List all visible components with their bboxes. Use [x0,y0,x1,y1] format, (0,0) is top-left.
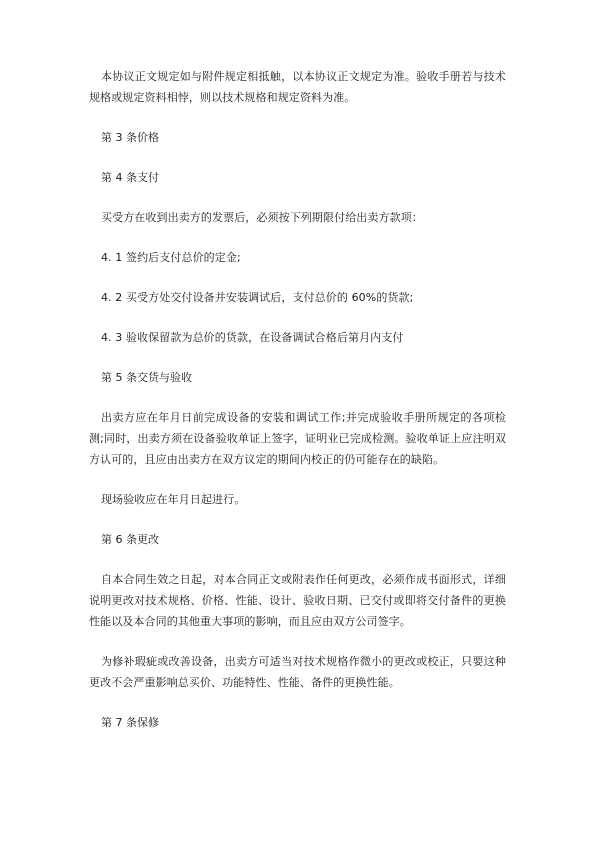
payment-item-4-1: 4. 1 签约后支付总价的定金; [101,251,241,264]
article-7-heading: 第 7 条保修 [101,716,159,729]
article-5-heading: 第 5 条交货与验收 [101,371,192,384]
article-6-heading: 第 6 条更改 [101,533,159,546]
precedence-clause: 本协议正文规定如与附件规定相抵触，以本协议正文规定为准。验收手册若与技术规格或规定资料相悖，则以技术规格和规定资料为准。 [89,70,506,104]
minor-change-clause: 为修补瑕疵或改善设备，出卖方可适当对技术规格作微小的更改或校正，只要这种更改不会严重影响总买价、功能特性、性能、备件的更换性能。 [89,655,506,689]
article-4-heading: 第 4 条支付 [101,171,159,184]
payment-item-4-3: 4. 3 验收保留款为总价的货款，在设备调试合格后第月内支付 [101,331,404,344]
article-3-heading: 第 3 条价格 [101,131,159,144]
payment-item-4-2: 4. 2 买受方处交付设备并安装调试后，支付总价的 60%的货款; [101,291,414,304]
amendment-clause: 自本合同生效之日起，对本合同正文或附表作任何更改，必须作成书面形式，详细说明更改对技术规格、价格、性能、设计、验收日期、已交付或即将交付备件的更换性能以及本合同的其他重大事项的影响，而且应由双方公司签字。 [89,573,506,628]
payment-intro: 买受方在收到出卖方的发票后，必须按下列期限付给出卖方款项： [101,211,423,224]
delivery-clause: 出卖方应在年月日前完成设备的安装和调试工作;并完成验收手册所规定的各项检测;同时，出卖方须在设备验收单证上签字，证明业已完成检测。验收单证上应注明双方认可的，且应由出卖方在双方议定的期间内校正的仍可能存在的缺陷。 [89,411,506,466]
site-acceptance-clause: 现场验收应在年月日起进行。 [101,493,246,506]
